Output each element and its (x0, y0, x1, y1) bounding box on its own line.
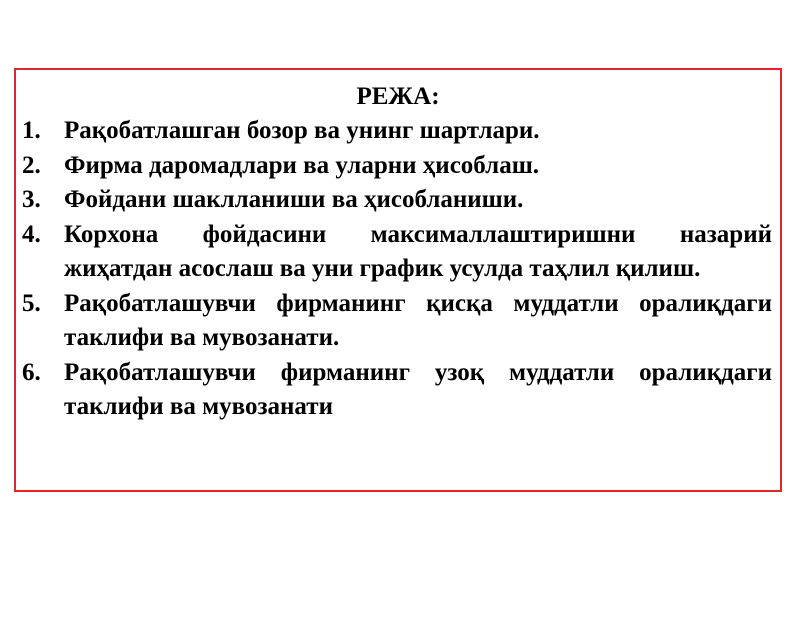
plan-item-number: 2. (22, 151, 41, 179)
plan-item-number: 3. (22, 186, 41, 213)
plan-item-4 (22, 218, 772, 287)
plan-item-number: 4. (22, 220, 41, 248)
plan-item-number: 1. (22, 117, 41, 144)
plan-item-6 (22, 356, 772, 425)
plan-item-number: 5. (22, 289, 41, 317)
plan-item-text: Рақобатлашувчи фирманинг қисқа муддатли оралиқдаги таклифи ва мувозанати. (64, 289, 772, 351)
plan-item-text: Рақобатлашган бозор ва унинг шартлари. (64, 117, 540, 144)
plan-item-number: 6. (22, 358, 41, 386)
plan-list (22, 114, 772, 425)
plan-item-5 (22, 287, 772, 356)
plan-frame (14, 68, 782, 492)
plan-item-text: Рақобатлашувчи фирманинг узоқ муддатли оралиқдаги таклифи ва мувозанати (64, 358, 772, 420)
plan-item-2 (22, 149, 772, 184)
plan-item-text: Фирма даромадлари ва уларни ҳисоблаш. (64, 151, 540, 179)
plan-item-text: Корхона фойдасини максималлаштиришни назарий жиҳатдан асослаш ва уни график усулда таҳлил қилиш. (64, 220, 772, 282)
plan-item-1 (22, 114, 772, 149)
plan-title: РЕЖА: (356, 83, 440, 110)
plan-item-3 (22, 183, 772, 218)
plan-item-text: Фойдани шаклланиши ва ҳисобланиши. (64, 186, 524, 213)
